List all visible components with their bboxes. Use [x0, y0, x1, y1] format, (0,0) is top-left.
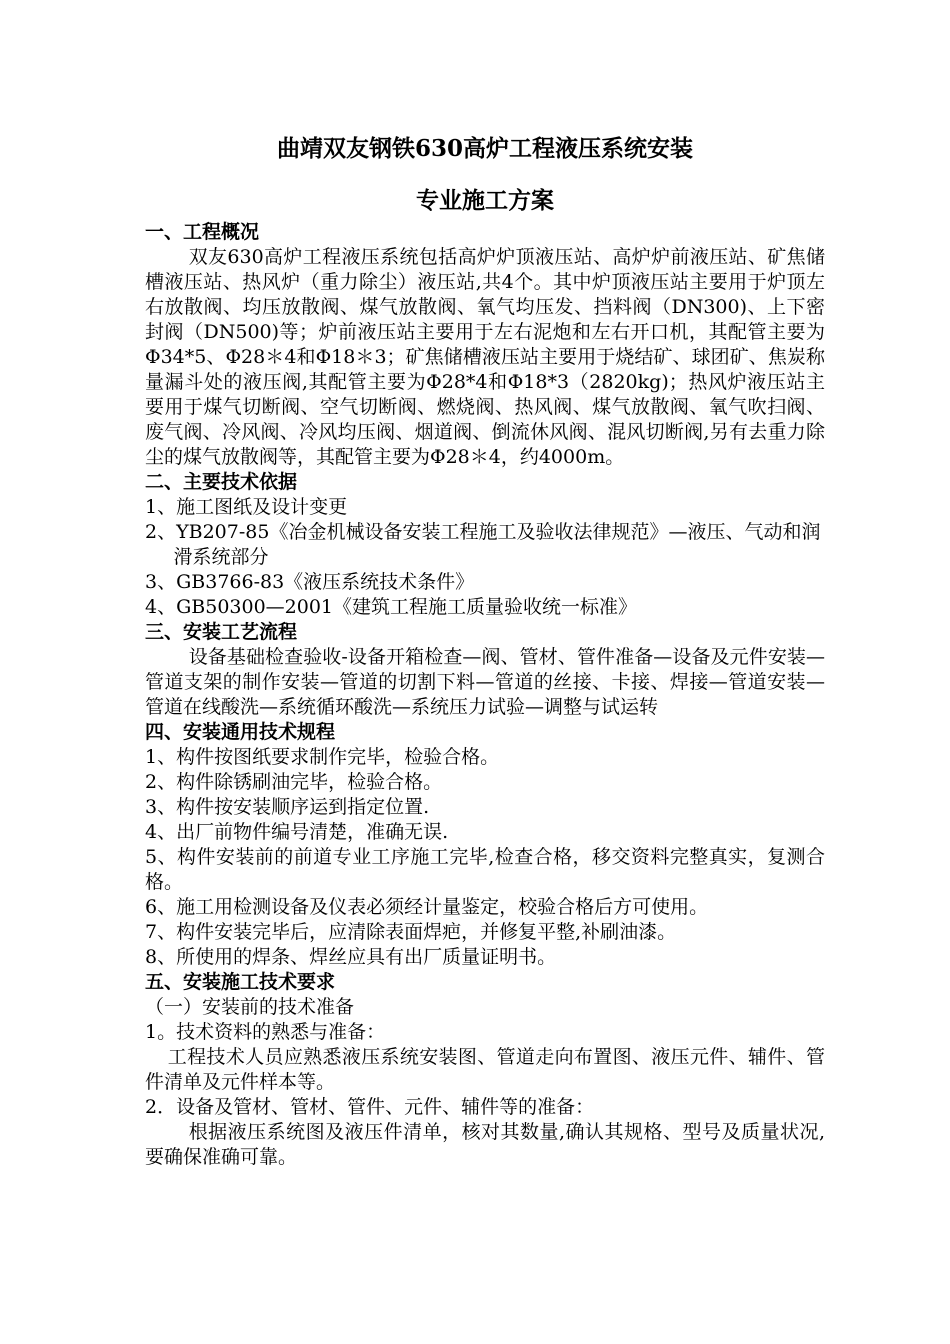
rule-item: 1、构件按图纸要求制作完毕，检验合格。 — [145, 746, 500, 768]
section-heading-process: 三、安装工艺流程 — [145, 621, 298, 643]
section-heading-overview: 一、工程概况 — [145, 221, 260, 243]
rule-item: 7、构件安装完毕后，应清除表面焊疤，并修复平整,补刷油漆。 — [145, 921, 677, 943]
point-title: 1。技术资料的熟悉与准备： — [145, 1021, 386, 1043]
point-body: 根据液压系统图及液压件清单，核对其数量,确认其规格、型号及质量状况,要确保准确可靠。 — [145, 1121, 825, 1168]
document-page — [145, 130, 825, 1170]
subsection-heading: （一）安装前的技术准备 — [145, 996, 355, 1018]
rule-item: 6、施工用检测设备及仪表必须经计量鉴定，校验合格后方可使用。 — [145, 896, 709, 918]
rule-item: 2、构件除锈刷油完毕，检验合格。 — [145, 771, 443, 793]
basis-item: 1、施工图纸及设计变更 — [145, 496, 348, 518]
basis-item: 2、YB207-85《冶金机械设备安装工程施工及验收法律规范》—液压、气动和润滑系统部分 — [145, 521, 821, 568]
document-title: 曲靖双友钢铁630高炉工程液压系统安装 — [276, 135, 693, 162]
basis-item: 4、GB50300—2001《建筑工程施工质量验收统一标准》 — [145, 596, 638, 618]
section-heading-rules: 四、安装通用技术规程 — [145, 721, 336, 743]
overview-paragraph: 双友630高炉工程液压系统包括高炉炉顶液压站、高炉炉前液压站、矿焦储槽液压站、热风炉（重力除尘）液压站,共4个。其中炉顶液压站主要用于炉顶左右放散阀、均压放散阀、煤气放散阀、氧气均压发、挡料阀（DN300)、上下密封阀（DN500)等；炉前液压站主要用于左右泥炮和左右开口机，其配管主要为Φ34*5、Φ28＊4和Φ18＊3；矿焦储槽液压站主要用于烧结矿、球团矿、焦炭称量漏斗处的液压阀,其配管主要为Φ28*4和Φ18*3（2820kg)；热风炉液压站主要用于煤气切断阀、空气切断阀、燃烧阀、热风阀、煤气放散阀、氧气吹扫阀、废气阀、冷风阀、冷风均压阀、烟道阀、倒流休风阀、混风切断阀,另有去重力除尘的煤气放散阀等，其配管主要为Φ28＊4，约4000m。 — [145, 246, 825, 468]
section-heading-basis: 二、主要技术依据 — [145, 471, 298, 493]
rule-item: 3、构件按安装顺序运到指定位置. — [145, 796, 430, 818]
section-heading-requirements: 五、安装施工技术要求 — [145, 971, 336, 993]
point-body: 工程技术人员应熟悉液压系统安装图、管道走向布置图、液压元件、辅件、管件清单及元件样本等。 — [145, 1046, 825, 1093]
rule-item: 5、构件安装前的前道专业工序施工完毕,检查合格，移交资料完整真实，复测合格。 — [145, 846, 825, 893]
basis-item: 3、GB3766-83《液压系统技术条件》 — [145, 571, 475, 593]
point-title: 2．设备及管材、管材、管件、元件、辅件等的准备： — [145, 1096, 595, 1118]
document-subtitle: 专业施工方案 — [416, 187, 554, 214]
rule-item: 4、出厂前物件编号清楚，准确无误. — [145, 821, 449, 843]
process-paragraph: 设备基础检查验收-设备开箱检查—阀、管材、管件准备—设备及元件安装—管道支架的制作安装—管道的切割下料—管道的丝接、卡接、焊接—管道安装—管道在线酸洗—系统循环酸洗—系统压力试验—调整与试运转 — [145, 646, 825, 718]
rule-item: 8、所使用的焊条、焊丝应具有出厂质量证明书。 — [145, 946, 557, 968]
